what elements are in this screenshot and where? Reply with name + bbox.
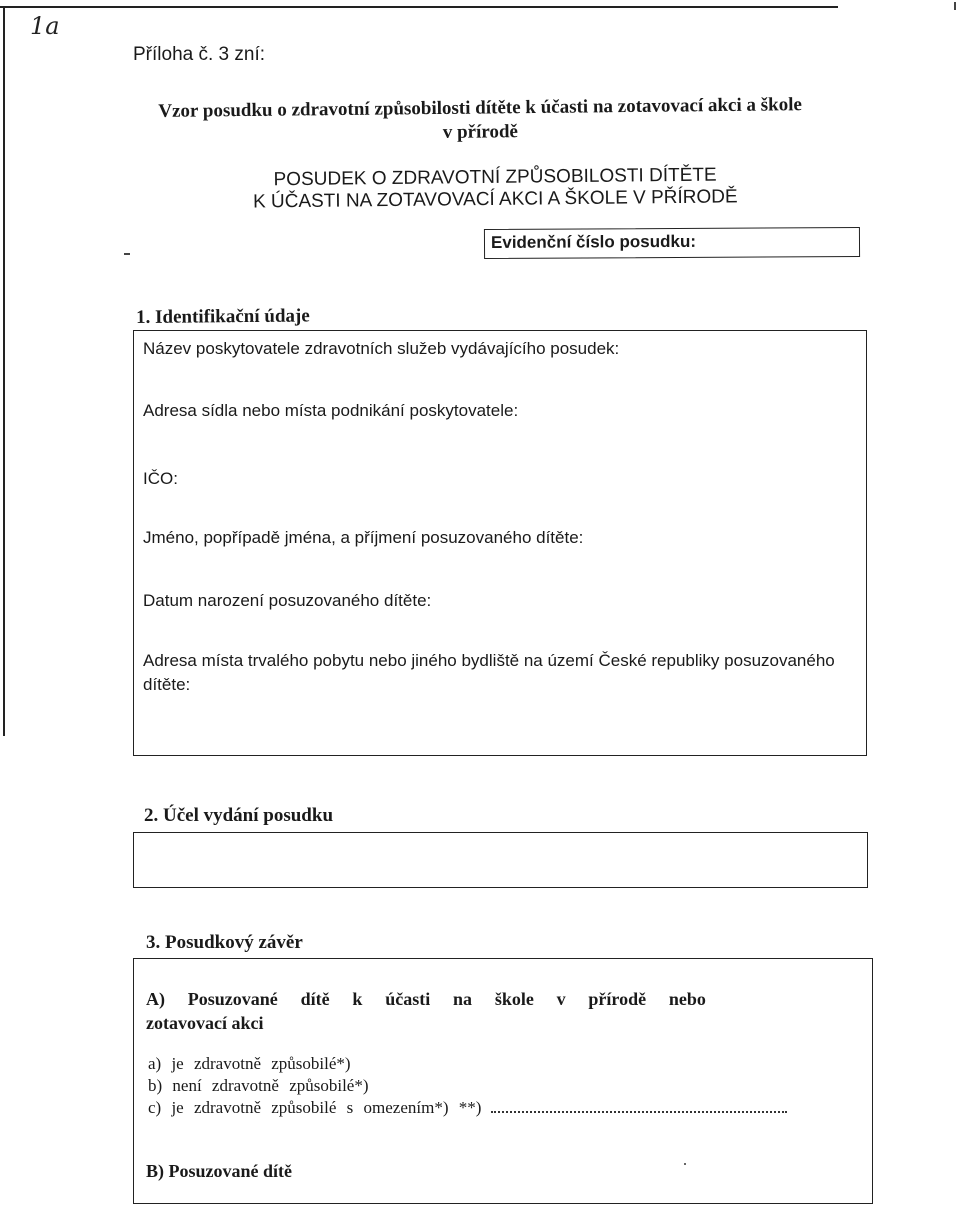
identification-box (133, 330, 867, 756)
part-a-line2: zotavovací akci (146, 1013, 264, 1033)
part-b-heading: B) Posuzované dítě (146, 1161, 292, 1181)
document-title (150, 93, 810, 148)
part-a-word: nebo (668, 989, 706, 1009)
form-title-line2: K ÚČASTI NA ZOTAVOVACÍ AKCI A ŠKOLE V PŘÍRODĚ (252, 186, 738, 213)
scan-border-left (3, 6, 5, 736)
part-a-word: přírodě (588, 989, 647, 1009)
part-a-word: k (352, 989, 363, 1009)
restriction-fill-line[interactable] (491, 1111, 787, 1113)
purpose-field[interactable] (133, 832, 868, 888)
conclusion-box (133, 958, 873, 1204)
field-provider-name[interactable]: Název poskytovatele zdravotních služeb vydávajícího posudek: (143, 339, 620, 358)
scan-mark (954, 2, 956, 10)
section1-heading: 1. Identifikační údaje (136, 305, 310, 328)
document-title-line2: v přírodě (442, 121, 519, 143)
scan-border-top (0, 6, 838, 8)
evidence-number-label: Evidenční číslo posudku: (490, 231, 697, 252)
field-provider-address[interactable]: Adresa sídla nebo místa podnikání poskytovatele: (143, 401, 519, 420)
option-b[interactable]: b) není zdravotně způsobilé*) (148, 1076, 369, 1095)
annex-label: Příloha č. 3 zní: (133, 44, 266, 65)
field-child-address[interactable]: Adresa místa trvalého pobytu nebo jiného bydliště na území České republiky posuzovaného dítěte: (143, 651, 835, 694)
part-a-word: škole (494, 989, 534, 1009)
part-a-word: na (453, 989, 473, 1009)
evidence-number-field[interactable] (484, 227, 860, 259)
option-a[interactable]: a) je zdravotně způsobilé*) (148, 1054, 351, 1073)
field-ico[interactable]: IČO: (143, 469, 178, 488)
form-title-line1: POSUDEK O ZDRAVOTNÍ ZPŮSOBILOSTI DÍTĚTE (273, 164, 717, 191)
field-child-birthdate[interactable]: Datum narození posuzovaného dítěte: (143, 591, 432, 610)
field-child-name[interactable]: Jméno, popřípadě jména, a příjmení posuzovaného dítěte: (143, 528, 584, 547)
part-a-word: A) (146, 989, 165, 1009)
scan-dash (124, 253, 130, 255)
part-a-word: účasti (385, 989, 431, 1009)
part-a-word: v (556, 989, 566, 1009)
part-a-word: dítě (300, 989, 330, 1009)
form-title (200, 164, 790, 214)
section3-heading: 3. Posudkový závěr (146, 932, 303, 953)
document-title-line1: Vzor posudku o zdravotní způsobilosti dítěte k účasti na zotavovací akci a škole (158, 94, 802, 122)
part-a-heading (146, 987, 706, 1035)
option-c-label: c) je zdravotně způsobilé s omezením*) **) (148, 1098, 482, 1117)
option-c[interactable] (148, 1097, 787, 1119)
section2-heading: 2. Účel vydání posudku (144, 805, 334, 826)
part-a-word: Posuzované (187, 989, 278, 1009)
handwritten-mark: 1a (30, 12, 60, 40)
